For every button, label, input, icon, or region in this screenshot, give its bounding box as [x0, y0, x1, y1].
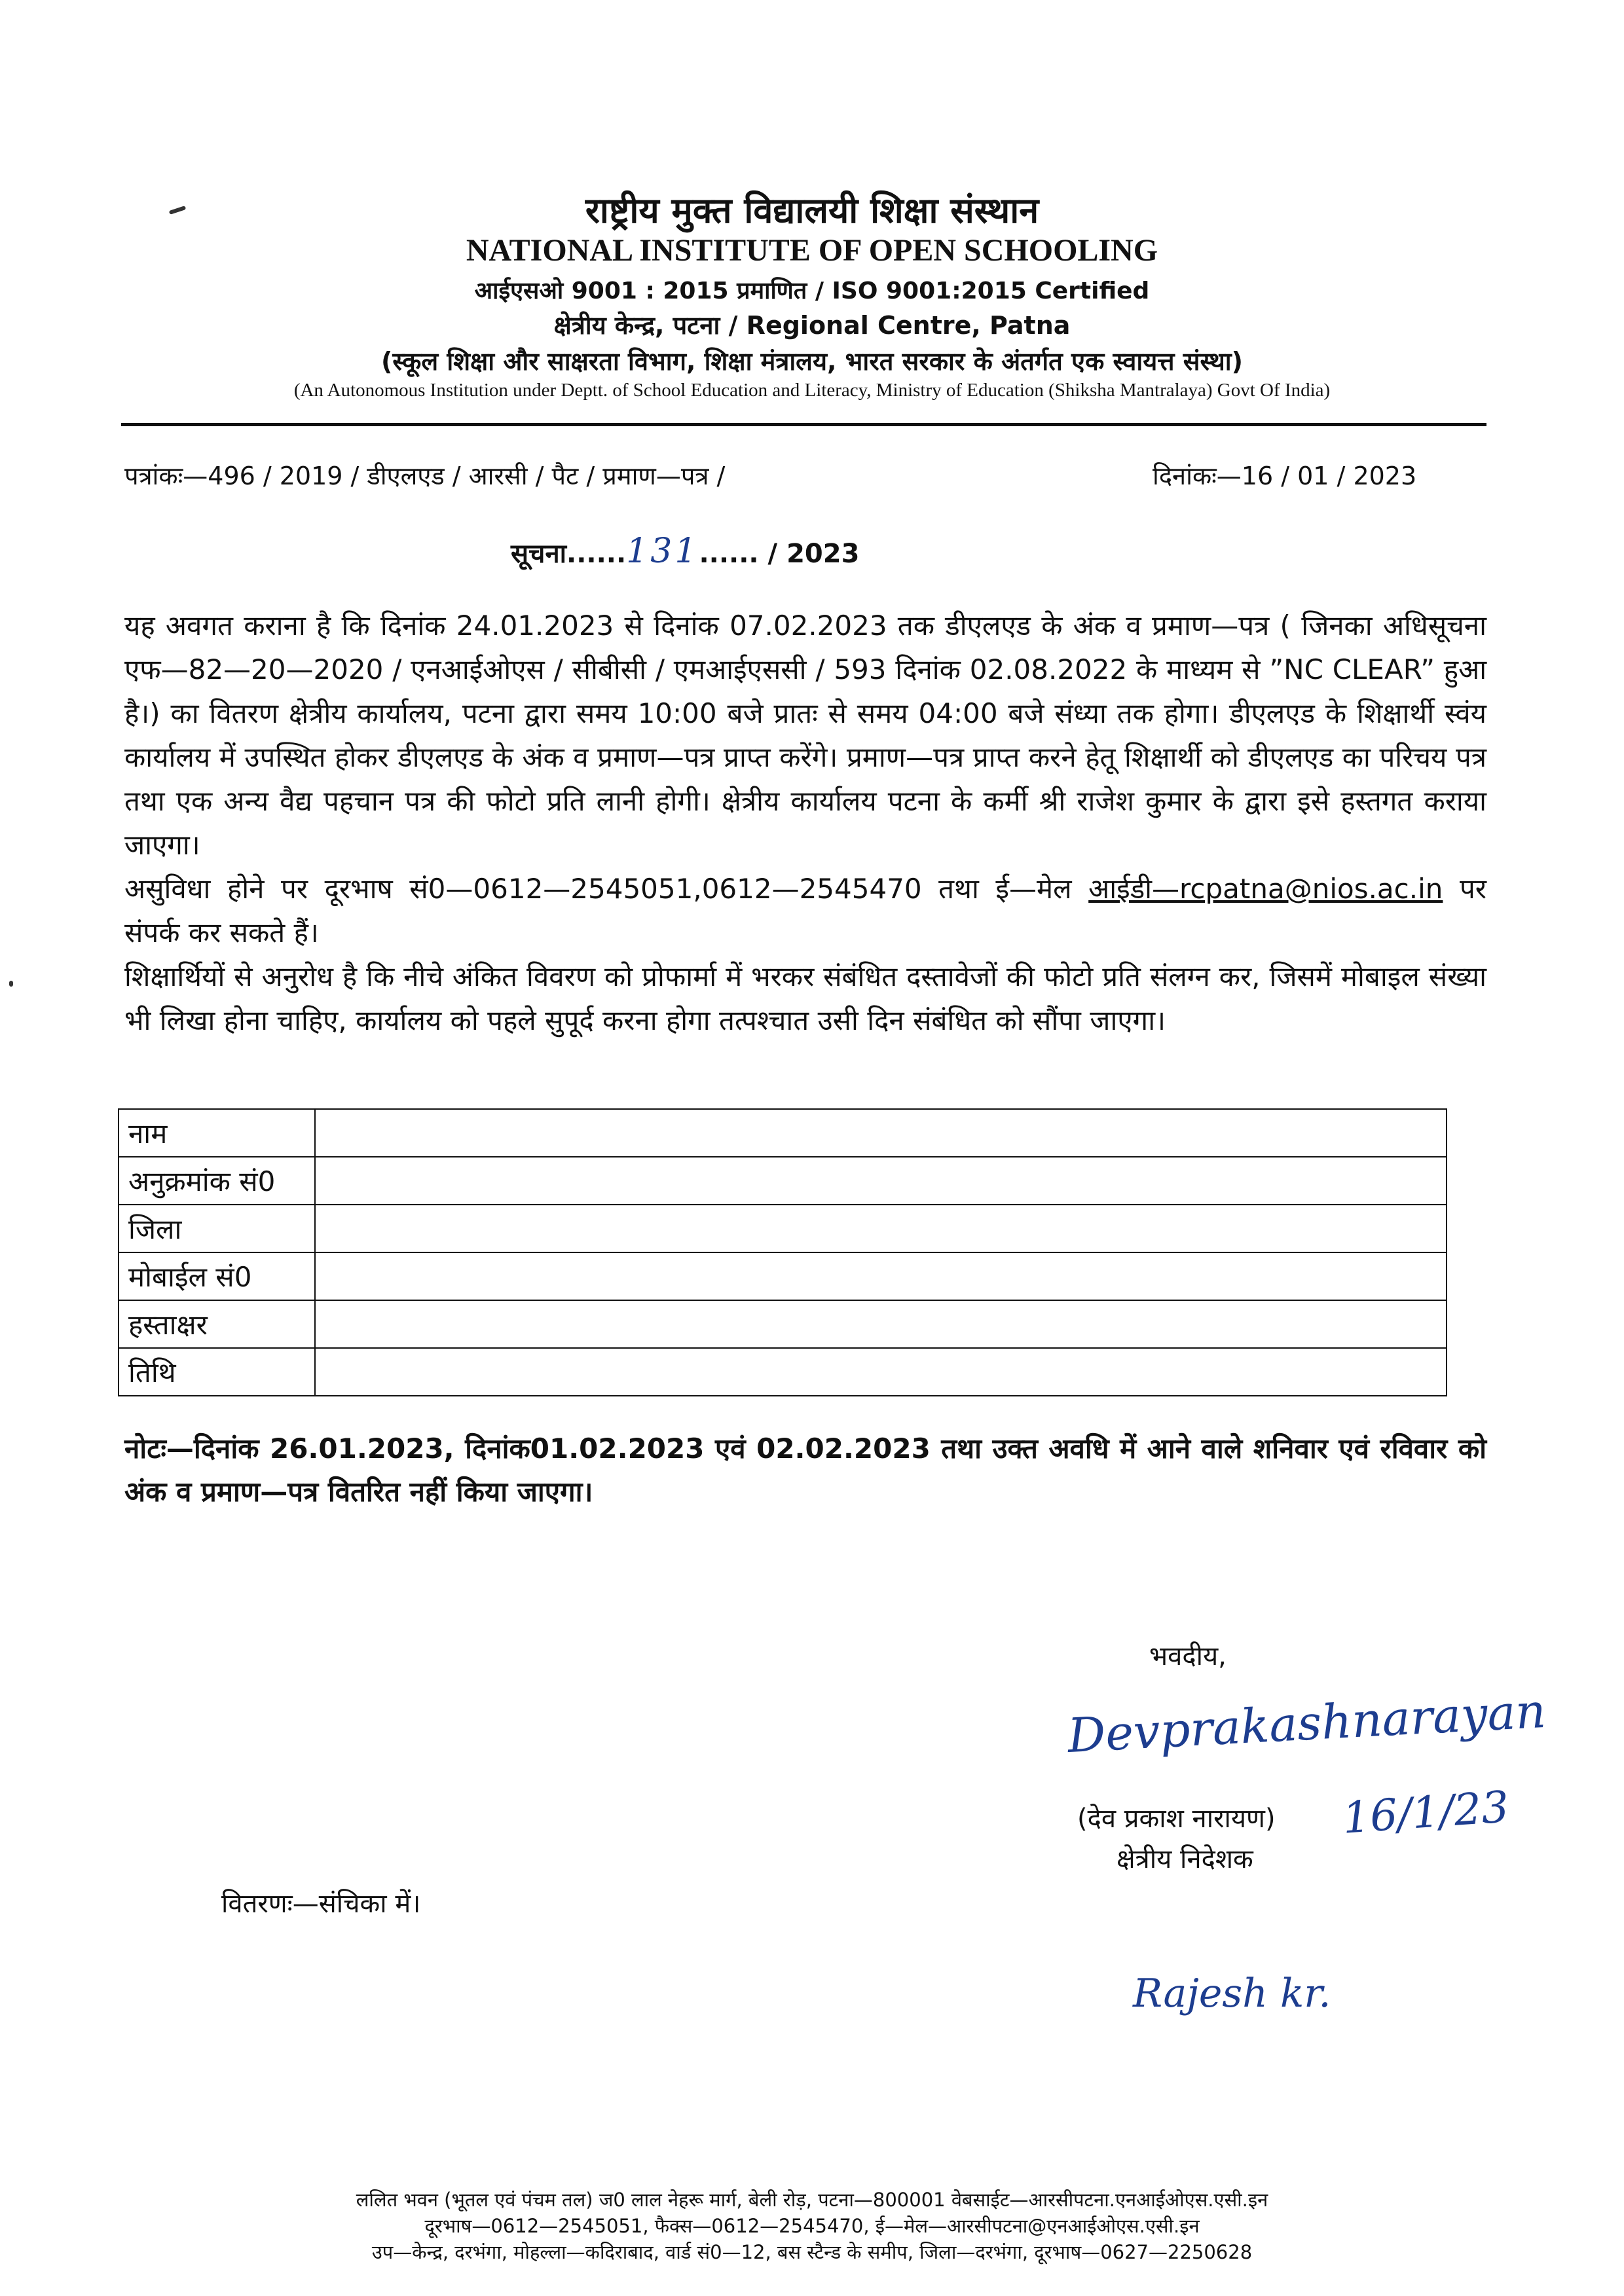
table-row [119, 1109, 1447, 1157]
regional-centre: क्षेत्रीय केन्द्र, पटना / Regional Centre, Patna [553, 311, 1071, 340]
row-label-mobile: मोबाईल सं0 [119, 1252, 315, 1300]
row-value-mobile[interactable] [315, 1252, 1447, 1300]
table-row [119, 1348, 1447, 1396]
email-link[interactable]: आईडी—rcpatna@nios.ac.in [1088, 873, 1443, 905]
footer-line: ललित भवन (भूतल एवं पंचम तल) ज0 लाल नेहरू मार्ग, बेली रोड़, पटना—800001 वेबसाईट—आरसीपटना.एनआईओएस.एसी.इन [356, 2189, 1268, 2211]
footer-address [0, 2187, 1624, 2265]
row-value-roll-number[interactable] [315, 1157, 1447, 1205]
body-paragraph-1: यह अवगत कराना है कि दिनांक 24.01.2023 से दिनांक 07.02.2023 तक डीएलएड के अंक व प्रमाण—पत्र ( जिनका अधिसूचना एफ—82—20—2020 / एनआईओएस / सीबीसी / एमआईएससी / 593 दिनांक 02.08.2022 के माध्यम से ”NC CLEAR” हुआ है।) का वितरण क्षेत्रीय कार्यालय, पटना द्वारा समय 10:00 बजे प्रातः से समय 04:00 बजे संध्या तक होगा। डीएलएड के शिक्षार्थी स्वंय कार्यालय में उपस्थित होकर डीएलएड के अंक व प्रमाण—पत्र प्राप्त करेंगे। प्रमाण—पत्र प्राप्त करने हेतू शिक्षार्थी को डीएलएड का परिचय पत्र तथा एक अन्य वैद्य पहचान पत्र की फोटो प्रति लानी होगी। क्षेत्रीय कार्यालय पटना के कर्मी श्री राजेश कुमार के द्वारा इसे हस्तगत कराया जाएगा। [124, 610, 1486, 861]
row-value-date[interactable] [315, 1348, 1447, 1396]
contact-text: असुविधा होने पर दूरभाष सं0—0612—2545051,0612—2545470 तथा ई—मेल [124, 873, 1089, 905]
signatory-designation: क्षेत्रीय निदेशक [1116, 1844, 1253, 1874]
footer-line: उप—केन्द्र, दरभंगा, मोहल्ला—कदिराबाद, वार्ड सं0—12, बस स्टैन्ड के समीप, जिला—दरभंगा, दूरभाष—0627—2250628 [371, 2241, 1253, 2263]
row-label-district: जिला [119, 1205, 315, 1252]
table-row [119, 1300, 1447, 1348]
row-value-district[interactable] [315, 1205, 1447, 1252]
header-divider [121, 423, 1486, 426]
table-row [119, 1252, 1447, 1300]
institute-title-hindi: राष्ट्रीय मुक्त विद्यालयी शिक्षा संस्थान [585, 190, 1039, 231]
notice-heading [511, 532, 859, 571]
signatory-name: (देव प्रकाश नारायण) [1077, 1804, 1276, 1834]
institute-title-english: NATIONAL INSTITUTE OF OPEN SCHOOLING [466, 233, 1158, 268]
note-paragraph: नोटः—दिनांक 26.01.2023, दिनांक01.02.2023 एवं 02.02.2023 तथा उक्त अवधि में आने वाले शनिवार एवं रविवार को अंक व प्रमाण—पत्र वितरित नहीं किया जाएगा। [124, 1432, 1486, 1508]
notice-dots: ...... [699, 539, 759, 569]
scan-mark [9, 981, 13, 987]
handwritten-signature-date: 16/1/23 [1340, 1781, 1511, 1844]
row-label-signature: हस्ताक्षर [119, 1300, 315, 1348]
letter-date: दिनांकः—16 / 01 / 2023 [1153, 462, 1417, 490]
footer-line: दूरभाष—0612—2545051, फैक्स—0612—2545470, ई—मेल—आरसीपटना@एनआईओएस.एसी.इन [424, 2215, 1200, 2237]
notice-year: / 2023 [758, 539, 860, 569]
autonomous-line-english: (An Autonomous Institution under Deptt. of School Education and Literacy, Ministry of Education (Shiksha Mantralaya) Govt Of India) [293, 380, 1331, 401]
notice-number-handwritten: 131 [626, 532, 699, 571]
notice-dots: ...... [566, 539, 627, 569]
iso-certification: आईएसओ 9001 : 2015 प्रमाणित / ISO 9001:2015 Certified [474, 278, 1150, 304]
autonomous-line-hindi: (स्कूल शिक्षा और साक्षरता विभाग, शिक्षा मंत्रालय, भारत सरकार के अंतर्गत एक स्वायत्त संस्था) [381, 347, 1243, 376]
notice-prefix: सूचना [511, 539, 566, 569]
distribution-line: वितरणः—संचिका में। [221, 1889, 421, 1919]
row-label-date: तिथि [119, 1348, 315, 1396]
table-row [119, 1205, 1447, 1252]
table-row [119, 1157, 1447, 1205]
row-label-name: नाम [119, 1109, 315, 1157]
closing-salutation: भवदीय, [1149, 1641, 1227, 1671]
row-value-signature[interactable] [315, 1300, 1447, 1348]
handwritten-signature: Devprakashnarayan [1066, 1683, 1547, 1764]
row-value-name[interactable] [315, 1109, 1447, 1157]
handwritten-initials: Rajesh kr. [1133, 1971, 1331, 2016]
row-label-roll-number: अनुक्रमांक सं0 [119, 1157, 315, 1205]
reference-number: पत्रांकः—496 / 2019 / डीएलएड / आरसी / पैट / प्रमाण—पत्र / [124, 462, 726, 490]
body-paragraph-3: शिक्षार्थियों से अनुरोध है कि नीचे अंकित विवरण को प्रोफार्मा में भरकर संबंधित दस्तावेजों की फोटो प्रति संलग्न कर, जिसमें मोबाइल संख्या भी लिखा होना चाहिए, कार्यालय को पहले सुपूर्द करना होगा तत्पश्चात उसी दिन संबंधित को सौंपा जाएगा। [124, 960, 1486, 1036]
body-paragraph-2 [124, 867, 1486, 955]
contact-text-end: पर संपर्क कर सकते हैं। [124, 873, 1486, 949]
proforma-table [118, 1108, 1447, 1396]
